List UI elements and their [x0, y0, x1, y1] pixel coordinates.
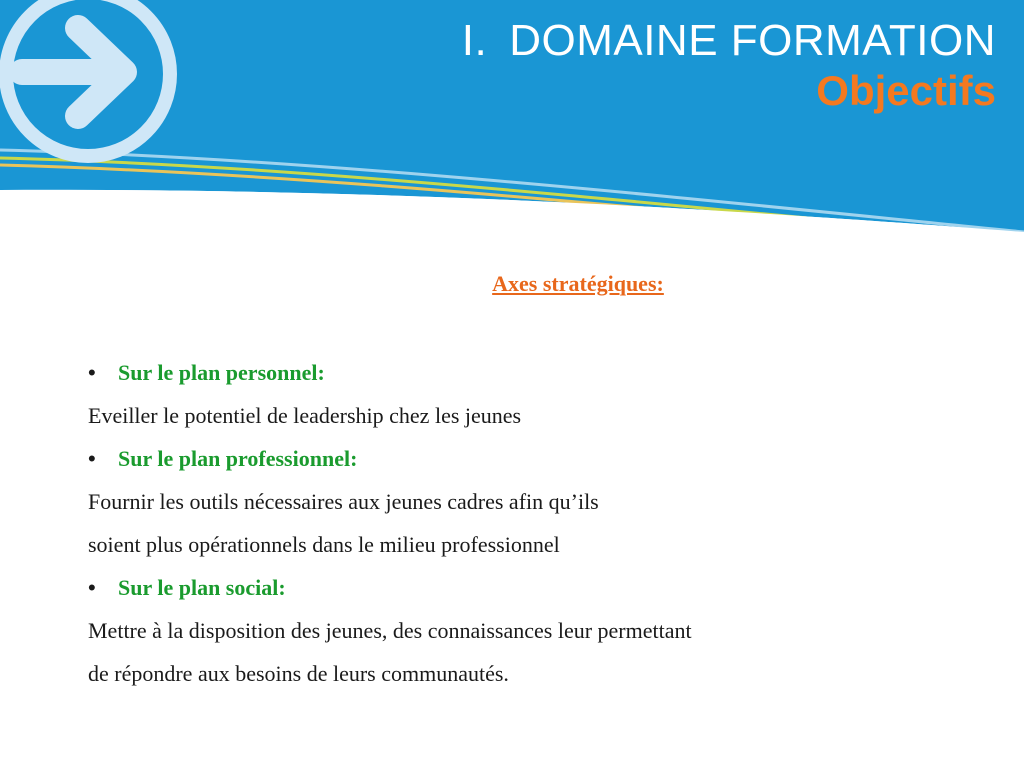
bullet-icon: •	[88, 575, 96, 600]
body-line: Eveiller le potentiel de leadership chez les jeunes	[88, 403, 522, 428]
bullet-label: Sur le plan personnel:	[118, 360, 325, 385]
bullet-icon: •	[88, 360, 96, 385]
page-subtitle: Objectifs	[816, 67, 996, 114]
bullet-label: Sur le plan social:	[118, 575, 286, 600]
bullet-item-professionnel	[88, 437, 988, 480]
bullet-label: Sur le plan professionnel:	[118, 446, 358, 471]
bullet-icon: •	[88, 446, 96, 471]
body-line: soient plus opérationnels dans le milieu professionnel	[88, 532, 560, 557]
header-banner	[0, 0, 1024, 250]
body-line: de répondre aux besoins de leurs communautés.	[88, 661, 509, 686]
content-body	[88, 266, 988, 695]
body-line: Mettre à la disposition des jeunes, des connaissances leur permettant	[88, 618, 692, 643]
title-block	[462, 16, 996, 116]
section-heading: Axes stratégiques:	[492, 271, 664, 296]
bullet-item-personnel	[88, 351, 988, 394]
bullet-item-social	[88, 566, 988, 609]
title-text: DOMAINE FORMATION	[509, 16, 996, 65]
body-line: Fournir les outils nécessaires aux jeunes cadres afin qu’ils	[88, 489, 599, 514]
spacer	[88, 308, 988, 351]
page-title	[462, 16, 996, 66]
title-number: I.	[461, 16, 488, 65]
